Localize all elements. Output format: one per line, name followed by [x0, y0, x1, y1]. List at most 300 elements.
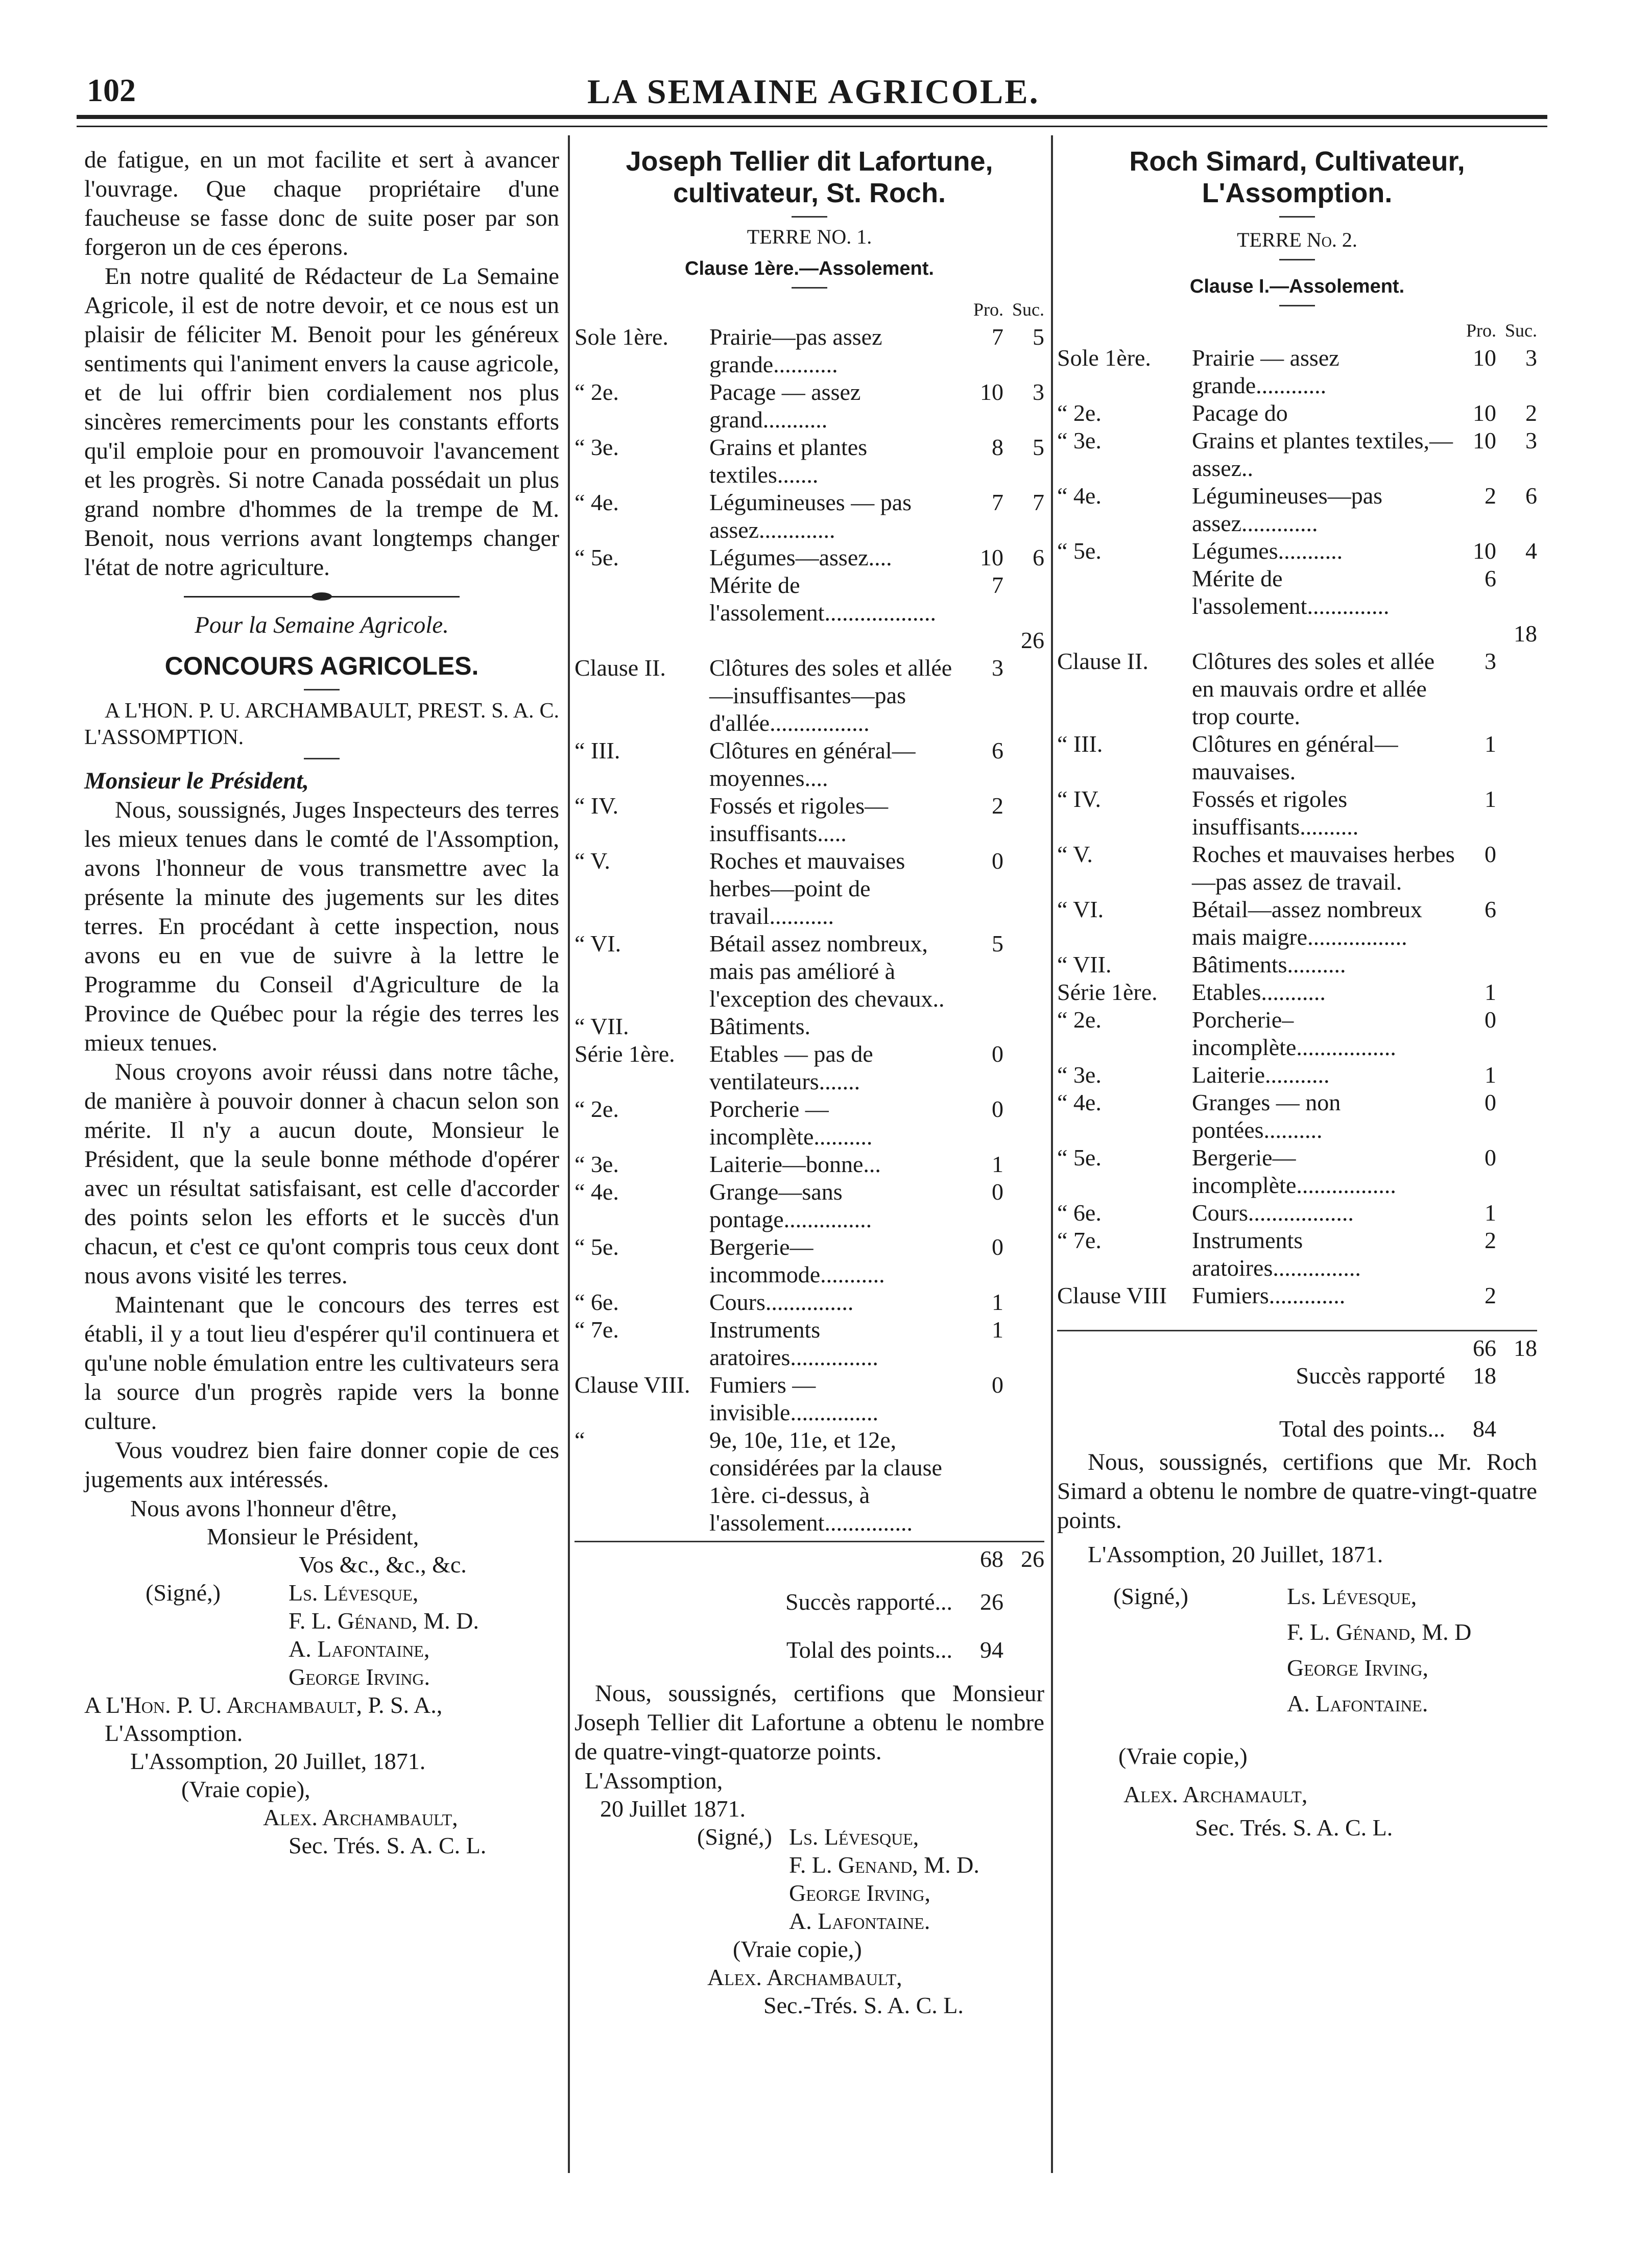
score-row: [1057, 537, 1537, 565]
signature-block: [84, 1579, 559, 1691]
farmer-title: Joseph Tellier dit Lafortune, cultivateur, St. Roch.: [626, 146, 993, 208]
row-suc: 7: [1033, 489, 1044, 515]
journal-title: LA SEMAINE AGRICOLE.: [587, 72, 1040, 111]
score-row: [575, 1371, 1044, 1426]
signatory: F. L. Génand, M. D.: [289, 1608, 479, 1634]
score-row: [575, 1178, 1044, 1233]
row-pro: 1: [1485, 731, 1496, 757]
row-suc: [1496, 978, 1537, 1006]
row-description: Laiterie—bonne...: [709, 1151, 881, 1177]
row-pro: 10: [980, 544, 1003, 570]
row-suc: [1496, 1089, 1537, 1144]
row-suc: [1496, 951, 1537, 978]
sum-suc: 26: [1021, 1546, 1044, 1572]
score-row: [575, 654, 1044, 737]
signatory: George Irving,: [1287, 1655, 1428, 1681]
header-suc: Suc.: [1505, 320, 1537, 341]
row-suc: [1496, 1199, 1537, 1227]
row-pro: 10: [1473, 538, 1496, 564]
vraie-copie: (Vraie copie,): [1118, 1743, 1248, 1769]
divider: [1279, 216, 1315, 218]
row-suc: 6: [1525, 483, 1537, 509]
row-description: Clôtures des soles et allée en mauvais ordre et allée trop courte.: [1192, 648, 1435, 729]
row-pro: 5: [992, 930, 1003, 957]
paragraph: de fatigue, en un mot facilite et sert à avancer l'ouvrage. Que chaque propriétaire d'une faucheuse se fasse donc de suite poser par son forgeron un de ces éperons.: [84, 147, 559, 260]
ornament-divider: [184, 590, 460, 603]
score-row: [1057, 427, 1537, 482]
row-suc: [1003, 737, 1044, 792]
row-label: “ 3e.: [1057, 427, 1102, 453]
score-row: [1057, 951, 1537, 978]
signe-label: (Signé,): [146, 1580, 221, 1606]
score-row: [1057, 1282, 1537, 1309]
row-description: Fumiers —invisible...............: [709, 1372, 878, 1425]
succes-label: Succès rapporté...: [785, 1589, 952, 1615]
row-label: “ VI.: [575, 930, 621, 957]
score-row: [575, 627, 1044, 654]
row-label: Clause II.: [1057, 648, 1149, 674]
score-row: [1057, 785, 1537, 841]
row-description: Bâtiments.: [709, 1013, 811, 1039]
row-pro: 1: [1485, 1062, 1496, 1088]
score-row: [575, 1040, 1044, 1095]
row-label: “ III.: [575, 737, 620, 763]
row-pro: 3: [1485, 648, 1496, 674]
row-pro: 1: [992, 1317, 1003, 1343]
row-label: “ 7e.: [1057, 1227, 1102, 1253]
column-divider: [1051, 135, 1053, 2173]
middle-column: [575, 146, 1044, 2019]
succes-label: Succès rapporté: [1296, 1363, 1445, 1389]
row-suc: [1003, 654, 1044, 737]
row-pro: 8: [992, 434, 1003, 460]
score-row: [575, 1316, 1044, 1371]
row-label: “ 4e.: [1057, 483, 1102, 509]
signatory: A. Lafontaine.: [1287, 1690, 1428, 1716]
date-line: L'Assomption, 20 Juillet, 1871.: [1088, 1541, 1383, 1567]
row-suc: [1003, 1178, 1044, 1233]
row-pro: 1: [992, 1289, 1003, 1315]
score-row: [575, 378, 1044, 434]
header-rule-thin: [77, 126, 1547, 127]
row-pro: 0: [1485, 1144, 1496, 1171]
row-description: Légumes...........: [1192, 538, 1343, 564]
row-suc: [1496, 730, 1537, 785]
row-suc: [1496, 1006, 1537, 1061]
row-suc: [1496, 1227, 1537, 1282]
row-pro: 7: [992, 572, 1003, 598]
row-description: Pacage do: [1192, 400, 1288, 426]
score-row: [1057, 482, 1537, 537]
divider: [792, 287, 827, 289]
sum-row: [575, 1541, 1044, 1573]
succes-value: 26: [980, 1589, 1003, 1615]
row-pro: 10: [1473, 345, 1496, 371]
total-row: [575, 1636, 1044, 1664]
date-line: 20 Juillet 1871.: [600, 1796, 746, 1822]
row-pro: 7: [992, 489, 1003, 515]
row-description: Bergerie—incommode...........: [709, 1234, 885, 1287]
row-pro: 7: [992, 324, 1003, 350]
row-label: “ 4e.: [1057, 1089, 1102, 1115]
row-description: Granges — non pontées..........: [1192, 1089, 1341, 1143]
row-label: [575, 627, 709, 654]
row-label: “ 3e.: [575, 434, 619, 460]
row-suc: [1003, 930, 1044, 1013]
row-pro: 0: [992, 1179, 1003, 1205]
score-row: [1057, 344, 1537, 399]
row-description: Roches et mauvaises herbes—point de travail...........: [709, 848, 905, 929]
signatory: A. Lafontaine.: [789, 1908, 930, 1934]
row-pro: [1455, 620, 1496, 648]
closing-line: Vos &c., &c., &c.: [299, 1551, 467, 1578]
score-row: [575, 571, 1044, 627]
row-description: Bergerie—incomplète.................: [1192, 1144, 1396, 1198]
terre-number: TERRE NO. 1.: [747, 225, 872, 248]
score-row: [1057, 1227, 1537, 1282]
row-pro: 1: [1485, 786, 1496, 812]
row-pro: 1: [992, 1151, 1003, 1177]
row-label: Clause VIII.: [575, 1372, 690, 1398]
row-suc: 5: [1033, 324, 1044, 350]
row-description: Bâtiments..........: [1192, 951, 1346, 977]
row-pro: 2: [1485, 483, 1496, 509]
row-description: Légumes—assez....: [709, 544, 892, 570]
row-suc: [1003, 847, 1044, 930]
row-suc: 6: [1033, 544, 1044, 570]
row-suc: [1496, 1144, 1537, 1199]
total-label: Total des points...: [1279, 1416, 1445, 1442]
vraie-copie: (Vraie copie),: [181, 1776, 310, 1802]
score-row: [575, 1151, 1044, 1178]
row-suc: [1003, 1095, 1044, 1151]
row-description: Etables — pas de ventilateurs.......: [709, 1041, 873, 1094]
divider: [792, 216, 827, 218]
row-description: Laiterie...........: [1192, 1062, 1330, 1088]
row-label: “ III.: [1057, 731, 1103, 757]
paragraph: Nous, soussignés, Juges Inspecteurs des terres les mieux tenues dans le comté de l'Assomption, avons l'honneur de vous transmettre avec la présente la minute des jugements sur les dites terres. En procédant à cette inspection, nous avons eu en vue de suivre à la lettre le Programme du Conseil d'Agriculture de la Province de Québec pour la régie des terres les mieux tenues.: [84, 797, 559, 1056]
row-pro: [963, 627, 1003, 654]
score-row: [1057, 1006, 1537, 1061]
score-row: [1057, 1144, 1537, 1199]
row-description: Clôtures des soles et allée—insuffisantes—pas d'allée.................: [709, 655, 952, 736]
header-rule: [77, 115, 1547, 119]
row-description: Porcherie — incomplète..........: [709, 1096, 873, 1150]
score-row: [1057, 1089, 1537, 1144]
sum-pro: 66: [1473, 1335, 1496, 1361]
signature-block: [575, 1823, 1044, 1935]
row-pro: 10: [1473, 427, 1496, 453]
score-row: [575, 1095, 1044, 1151]
score-row: [575, 1233, 1044, 1288]
signatory: F. L. Génand, M. D: [1287, 1619, 1472, 1645]
row-suc: [1496, 1282, 1537, 1309]
row-pro: 0: [1485, 1007, 1496, 1033]
closing-line: Monsieur le Président,: [207, 1523, 419, 1549]
column-divider: [568, 135, 570, 2173]
row-suc: 3: [1525, 345, 1537, 371]
source-note: Pour la Semaine Agricole.: [195, 612, 449, 638]
row-pro: 0: [992, 1096, 1003, 1122]
row-description: Cours...............: [709, 1289, 854, 1315]
score-row: [1057, 896, 1537, 951]
row-description: Clôtures en général—moyennes....: [709, 737, 916, 791]
row-suc: [1003, 1233, 1044, 1288]
row-description: Roches et mauvaises herbes—pas assez de travail.: [1192, 841, 1455, 895]
row-label: “ 6e.: [575, 1289, 619, 1315]
row-description: [709, 627, 963, 654]
score-row: [1057, 648, 1537, 730]
copy-signer: Alex. Archambault,: [707, 1964, 902, 1990]
signatory: George Irving.: [289, 1664, 430, 1690]
addressee-line: L'Assomption.: [105, 1720, 243, 1746]
row-pro: 2: [1485, 1282, 1496, 1308]
certification: Nous, soussignés, certifions que Mr. Roch Simard a obtenu le nombre de quatre-vingt-quatre points.: [1057, 1449, 1537, 1534]
date-line: L'Assomption, 20 Juillet, 1871.: [130, 1748, 426, 1774]
row-suc: [1496, 896, 1537, 951]
row-description: Légumineuses—pas assez.............: [1192, 483, 1383, 536]
succes-value: 18: [1473, 1363, 1496, 1389]
row-description: Instruments aratoires...............: [709, 1317, 878, 1370]
row-description: Fossés et rigoles—insuffisants.....: [709, 793, 889, 846]
row-label: Série 1ère.: [575, 1041, 675, 1067]
row-suc: [1003, 1288, 1044, 1316]
total-value: 84: [1473, 1416, 1496, 1442]
row-pro: 6: [1485, 896, 1496, 922]
score-row: [1057, 1199, 1537, 1227]
row-description: Cours..................: [1192, 1200, 1354, 1226]
row-pro: [963, 1426, 1003, 1537]
copy-signer: Alex. Archamault,: [1123, 1781, 1308, 1807]
row-label: Sole 1ère.: [575, 324, 668, 350]
row-pro: 0: [992, 1234, 1003, 1260]
certification: Nous, soussignés, certifions que Monsieur Joseph Tellier dit Lafortune a obtenu le nombre de quatre-vingt-quatorze points.: [575, 1680, 1044, 1765]
column-headers: [1057, 317, 1537, 344]
row-label: Sole 1ère.: [1057, 345, 1151, 371]
row-pro: 1: [1485, 979, 1496, 1005]
signe-label: (Signé,): [1113, 1583, 1188, 1609]
row-description: Porcherie–incomplète.................: [1192, 1007, 1396, 1060]
row-pro: 2: [1485, 1227, 1496, 1253]
sum-pro: 68: [980, 1546, 1003, 1572]
score-row: [1057, 399, 1537, 427]
paragraph: En notre qualité de Rédacteur de La Semaine Agricole, il est de notre devoir, et ce nous est un plaisir de féliciter M. Benoit pour les généreux sentiments qui l'animent envers la cause agricole, et de lui offrir bien cordialement nos plus sincères remerciments pour les constants efforts qu'il emploie pour en promouvoir l'avancement et les progrès. Si notre Canada possédait un plus grand nombre d'hommes de la trempe de M. Benoit, nous verrions avant longtemps changer l'état de notre agriculture.: [84, 263, 559, 581]
row-suc: [1496, 785, 1537, 841]
row-pro: 1: [1485, 1200, 1496, 1226]
row-label: “ 4e.: [575, 1179, 619, 1205]
row-label: “ 2e.: [1057, 1007, 1102, 1033]
score-row: [575, 1426, 1044, 1537]
signe-label: (Signé,): [697, 1824, 772, 1850]
section-title: CONCOURS AGRICOLES.: [164, 652, 479, 680]
row-label: Clause II.: [575, 655, 666, 681]
divider: [1279, 259, 1315, 260]
row-suc: [1496, 1061, 1537, 1089]
row-description: 9e, 10e, 11e, et 12e, considérées par la clause 1ère. ci-dessus, à l'assolement...............: [709, 1427, 942, 1536]
row-pro: [963, 1013, 1003, 1040]
scores-table: [575, 323, 1044, 1537]
row-suc: [1003, 1426, 1044, 1537]
row-description: Bétail assez nombreux, mais pas amélioré à l'exception des chevaux..: [709, 930, 945, 1012]
row-label: [1057, 565, 1192, 620]
signatory: Ls. Lévesque,: [789, 1824, 919, 1850]
row-label: “ VII.: [1057, 951, 1112, 977]
row-suc: 4: [1525, 538, 1537, 564]
row-pro: 6: [1485, 565, 1496, 591]
score-row: [575, 930, 1044, 1013]
score-row: [1057, 841, 1537, 896]
row-pro: 0: [992, 1041, 1003, 1067]
divider: [304, 689, 340, 690]
header-pro: Pro.: [1466, 320, 1496, 341]
closing-line: Nous avons l'honneur d'être,: [130, 1495, 397, 1521]
scores-table: [1057, 344, 1537, 1309]
succes-row: [1057, 1362, 1537, 1390]
row-pro: 10: [1473, 400, 1496, 426]
row-label: [1057, 620, 1192, 648]
score-row: [575, 1288, 1044, 1316]
row-pro: 2: [992, 793, 1003, 819]
row-suc: 5: [1033, 434, 1044, 460]
row-description: Mérite de l'assolement..............: [1192, 565, 1390, 619]
row-label: “ 2e.: [1057, 400, 1102, 426]
place-line: L'Assomption,: [585, 1768, 723, 1794]
row-suc: 18: [1514, 620, 1537, 647]
row-pro: 6: [992, 737, 1003, 763]
score-row: [575, 544, 1044, 571]
score-row: [575, 323, 1044, 378]
score-row: [575, 1013, 1044, 1040]
row-suc: 3: [1033, 379, 1044, 405]
signatory: George Irving,: [789, 1880, 930, 1906]
row-label: “ 5e.: [575, 1234, 619, 1260]
row-label: “ V.: [1057, 841, 1093, 867]
signature-block: [1057, 1579, 1537, 1722]
column-headers: [575, 296, 1044, 323]
address: A L'HON. P. U. ARCHAMBAULT, PREST. S. A. C. L'ASSOMPTION.: [84, 699, 559, 749]
row-description: Fossés et rigoles insuffisants..........: [1192, 786, 1359, 840]
vraie-copie: (Vraie copie,): [733, 1936, 862, 1962]
total-row: [1057, 1415, 1537, 1443]
row-description: Prairie—pas assez grande...........: [709, 324, 882, 377]
row-label: “ IV.: [575, 793, 619, 819]
row-suc: [1003, 1371, 1044, 1426]
terre-number: TERRE No. 2.: [1237, 228, 1357, 251]
row-label: “ 5e.: [1057, 1144, 1102, 1171]
row-label: Clause VIII: [1057, 1282, 1167, 1308]
succes-row: [575, 1588, 1044, 1616]
paragraph: Nous croyons avoir réussi dans notre tâche, de manière à pouvoir donner à chacun selon son mérite. Il n'y a aucun doute, Monsieur le Président, que la seule bonne méthode d'opérer avec un résultat satisfaisant, est celle d'accorder des points selon les efforts et le succès d'un chacun, et c'est ce qu'ont compris tous ceux dont nous avons visité les terres.: [84, 1059, 559, 1289]
signatory: Ls. Lévesque,: [1287, 1583, 1417, 1609]
row-suc: [1003, 1151, 1044, 1178]
page-number: 102: [87, 72, 136, 108]
paragraph: Maintenant que le concours des terres est établi, il y a tout lieu d'espérer qu'il continuera et qu'une noble émulation entre les cultivateurs sera la source d'un progrès rapide vers la bonne culture.: [84, 1292, 559, 1435]
sum-suc: 18: [1514, 1335, 1537, 1361]
row-description: Fumiers.............: [1192, 1282, 1346, 1308]
row-label: “ V.: [575, 848, 610, 874]
score-row: [575, 434, 1044, 489]
score-row: [1057, 730, 1537, 785]
row-pro: 0: [992, 848, 1003, 874]
row-label: “ 2e.: [575, 379, 619, 405]
row-suc: [1003, 792, 1044, 847]
row-description: Prairie — assez grande............: [1192, 345, 1339, 398]
right-column: [1057, 146, 1537, 1842]
score-row: [1057, 1061, 1537, 1089]
row-suc: 26: [1021, 627, 1044, 653]
clause-heading: Clause 1ère.—Assolement.: [685, 258, 934, 279]
row-description: Légumineuses — pas assez.............: [709, 489, 912, 543]
left-column: [84, 146, 559, 1859]
signatory: A. Lafontaine,: [289, 1636, 430, 1662]
row-label: “: [575, 1427, 585, 1453]
row-suc: 3: [1525, 427, 1537, 453]
row-label: “ 4e.: [575, 489, 619, 515]
row-label: “ 2e.: [575, 1096, 619, 1122]
row-description: Grains et plantes textiles.......: [709, 434, 868, 488]
clause-heading: Clause I.—Assolement.: [1189, 276, 1405, 297]
row-label: “ 5e.: [575, 544, 619, 570]
row-pro: 0: [1485, 841, 1496, 867]
score-row: [575, 792, 1044, 847]
row-pro: 3: [992, 655, 1003, 681]
farmer-title: Roch Simard, Cultivateur, L'Assomption.: [1129, 146, 1465, 208]
row-description: Instruments aratoires...............: [1192, 1227, 1361, 1281]
row-description: Clôtures en général—mauvaises.: [1192, 731, 1398, 784]
score-row: [1057, 978, 1537, 1006]
row-label: Série 1ère.: [1057, 979, 1158, 1005]
row-description: Grains et plantes textiles,—assez..: [1192, 427, 1453, 481]
row-description: Pacage — assez grand...........: [709, 379, 861, 433]
row-description: Bétail—assez nombreux mais maigre.................: [1192, 896, 1422, 950]
addressee-line: A L'Hon. P. U. Archambault, P. S. A.,: [84, 1692, 443, 1718]
row-label: [575, 571, 709, 627]
row-description: [1192, 620, 1455, 648]
row-suc: [1003, 1040, 1044, 1095]
score-row: [1057, 565, 1537, 620]
row-suc: [1003, 1316, 1044, 1371]
row-pro: 10: [980, 379, 1003, 405]
row-description: Etables...........: [1192, 979, 1326, 1005]
row-suc: [1496, 648, 1537, 730]
row-label: “ 6e.: [1057, 1200, 1102, 1226]
page-header: [77, 71, 1558, 133]
copy-signer: Sec.-Trés. S. A. C. L.: [763, 1992, 964, 2018]
score-row: [575, 847, 1044, 930]
paragraph: Vous voudrez bien faire donner copie de ces jugements aux intéressés.: [84, 1437, 559, 1493]
divider: [304, 758, 340, 759]
row-label: “ IV.: [1057, 786, 1102, 812]
score-row: [1057, 620, 1537, 648]
divider: [1279, 305, 1315, 306]
row-label: “ VI.: [1057, 896, 1104, 922]
sum-row: [1057, 1330, 1537, 1362]
salutation: Monsieur le Président,: [84, 768, 309, 794]
row-pro: 0: [1485, 1089, 1496, 1115]
header-pro: Pro.: [973, 299, 1003, 320]
header-suc: Suc.: [1012, 299, 1044, 320]
copy-signer: Alex. Archambault,: [263, 1804, 458, 1830]
row-pro: 0: [992, 1372, 1003, 1398]
row-label: “ 7e.: [575, 1317, 619, 1343]
signatory: F. L. Genand, M. D.: [789, 1852, 979, 1878]
row-label: “ 5e.: [1057, 538, 1102, 564]
row-suc: [1496, 565, 1537, 620]
row-label: “ VII.: [575, 1013, 629, 1039]
signatory: Ls. Lévesque,: [289, 1580, 419, 1606]
score-row: [575, 737, 1044, 792]
row-suc: [1003, 1013, 1044, 1040]
